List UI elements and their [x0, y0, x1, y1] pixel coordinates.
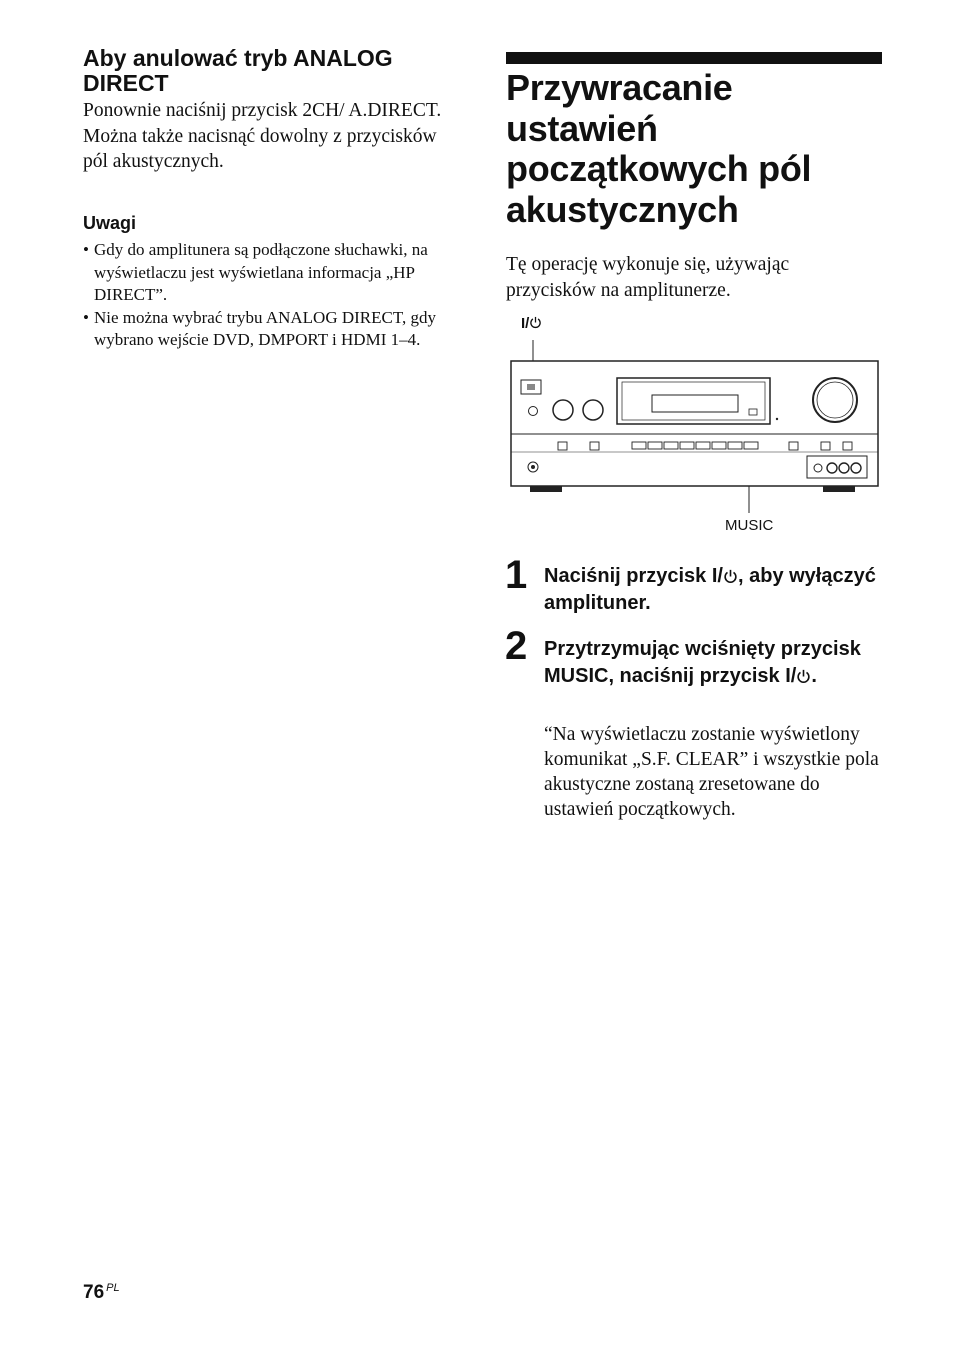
section-heading-analog-direct: Aby anulować tryb ANALOG DIRECT — [83, 45, 393, 96]
step-number: 1 — [505, 553, 528, 597]
notes-heading: Uwagi — [83, 213, 137, 233]
page-number-value: 76 — [83, 1282, 105, 1303]
front-button — [558, 442, 567, 450]
front-button — [664, 442, 678, 449]
step-instruction — [544, 563, 884, 617]
master-volume-knob — [813, 378, 857, 422]
notes-list — [83, 239, 468, 352]
page-title: Przywracanie ustawień początkowych pól akustycznych — [506, 67, 812, 230]
power-button-cap — [527, 384, 535, 390]
power-standby-icon — [723, 569, 738, 584]
note-text: Nie można wybrać trybu ANALOG DIRECT, gdy wybrano wejście DVD, DMPORT i HDMI 1–4. — [94, 307, 436, 349]
receiver-foot-right — [823, 486, 855, 492]
front-button — [696, 442, 710, 449]
front-jack — [839, 463, 849, 473]
step-text-part: Naciśnij przycisk I/ — [544, 565, 723, 587]
section-body — [83, 98, 443, 175]
bullet: • — [83, 240, 89, 259]
body-paragraph-1: Ponownie naciśnij przycisk 2CH/ A.DIRECT. — [83, 100, 442, 121]
power-standby-icon — [796, 669, 811, 684]
front-button — [680, 442, 694, 449]
receiver-front-panel-illustration — [505, 330, 885, 520]
front-button — [590, 442, 599, 450]
step-text-part: Przytrzymując wciśnięty przycisk MUSIC, naciśnij przycisk I/ — [544, 638, 861, 687]
front-button — [728, 442, 742, 449]
receiver-foot-left — [530, 486, 562, 492]
phones-jack-core — [531, 465, 535, 469]
power-standby-icon — [529, 316, 542, 329]
note-item — [83, 307, 468, 352]
bullet: • — [83, 307, 89, 327]
front-button — [648, 442, 662, 449]
display-dot — [776, 418, 778, 420]
front-button — [843, 442, 852, 450]
front-jack — [827, 463, 837, 473]
display-readout — [652, 395, 738, 412]
step-instruction — [544, 636, 884, 690]
front-button — [632, 442, 646, 449]
front-button — [712, 442, 726, 449]
figure-music-label: MUSIC — [725, 517, 774, 534]
speakers-knob — [529, 407, 538, 416]
front-button — [821, 442, 830, 450]
note-text: Gdy do amplitunera są podłączone słuchawki, na wyświetlaczu jest wyświetlana informacja „HP DIRECT”. — [94, 240, 428, 304]
power-label-text: I/ — [521, 315, 530, 332]
intro-text: Tę operację wykonuje się, używając przycisków na amplitunerze. — [506, 254, 790, 301]
front-jack — [851, 463, 861, 473]
page-language-suffix: PL — [106, 1282, 120, 1294]
step-result-text: “Na wyświetlaczu zostanie wyświetlony komunikat „S.F. CLEAR” i wszystkie pola akustyczne zostaną zresetowane do ustawień początkowych. — [544, 724, 879, 820]
step-text-part: , aby wyłączyć amplituner. — [544, 565, 876, 614]
tone-knob — [553, 400, 573, 420]
body-paragraph-2: Można także nacisnąć dowolny z przycisków pól akustycznych. — [83, 125, 437, 172]
note-item — [83, 239, 468, 307]
page-number — [83, 1282, 120, 1304]
title-rule — [506, 52, 882, 64]
input-selector-knob — [583, 400, 603, 420]
step-text-part: . — [811, 665, 817, 687]
front-jack — [814, 464, 822, 472]
step-number: 2 — [505, 624, 528, 668]
music-button — [744, 442, 758, 449]
front-button — [789, 442, 798, 450]
